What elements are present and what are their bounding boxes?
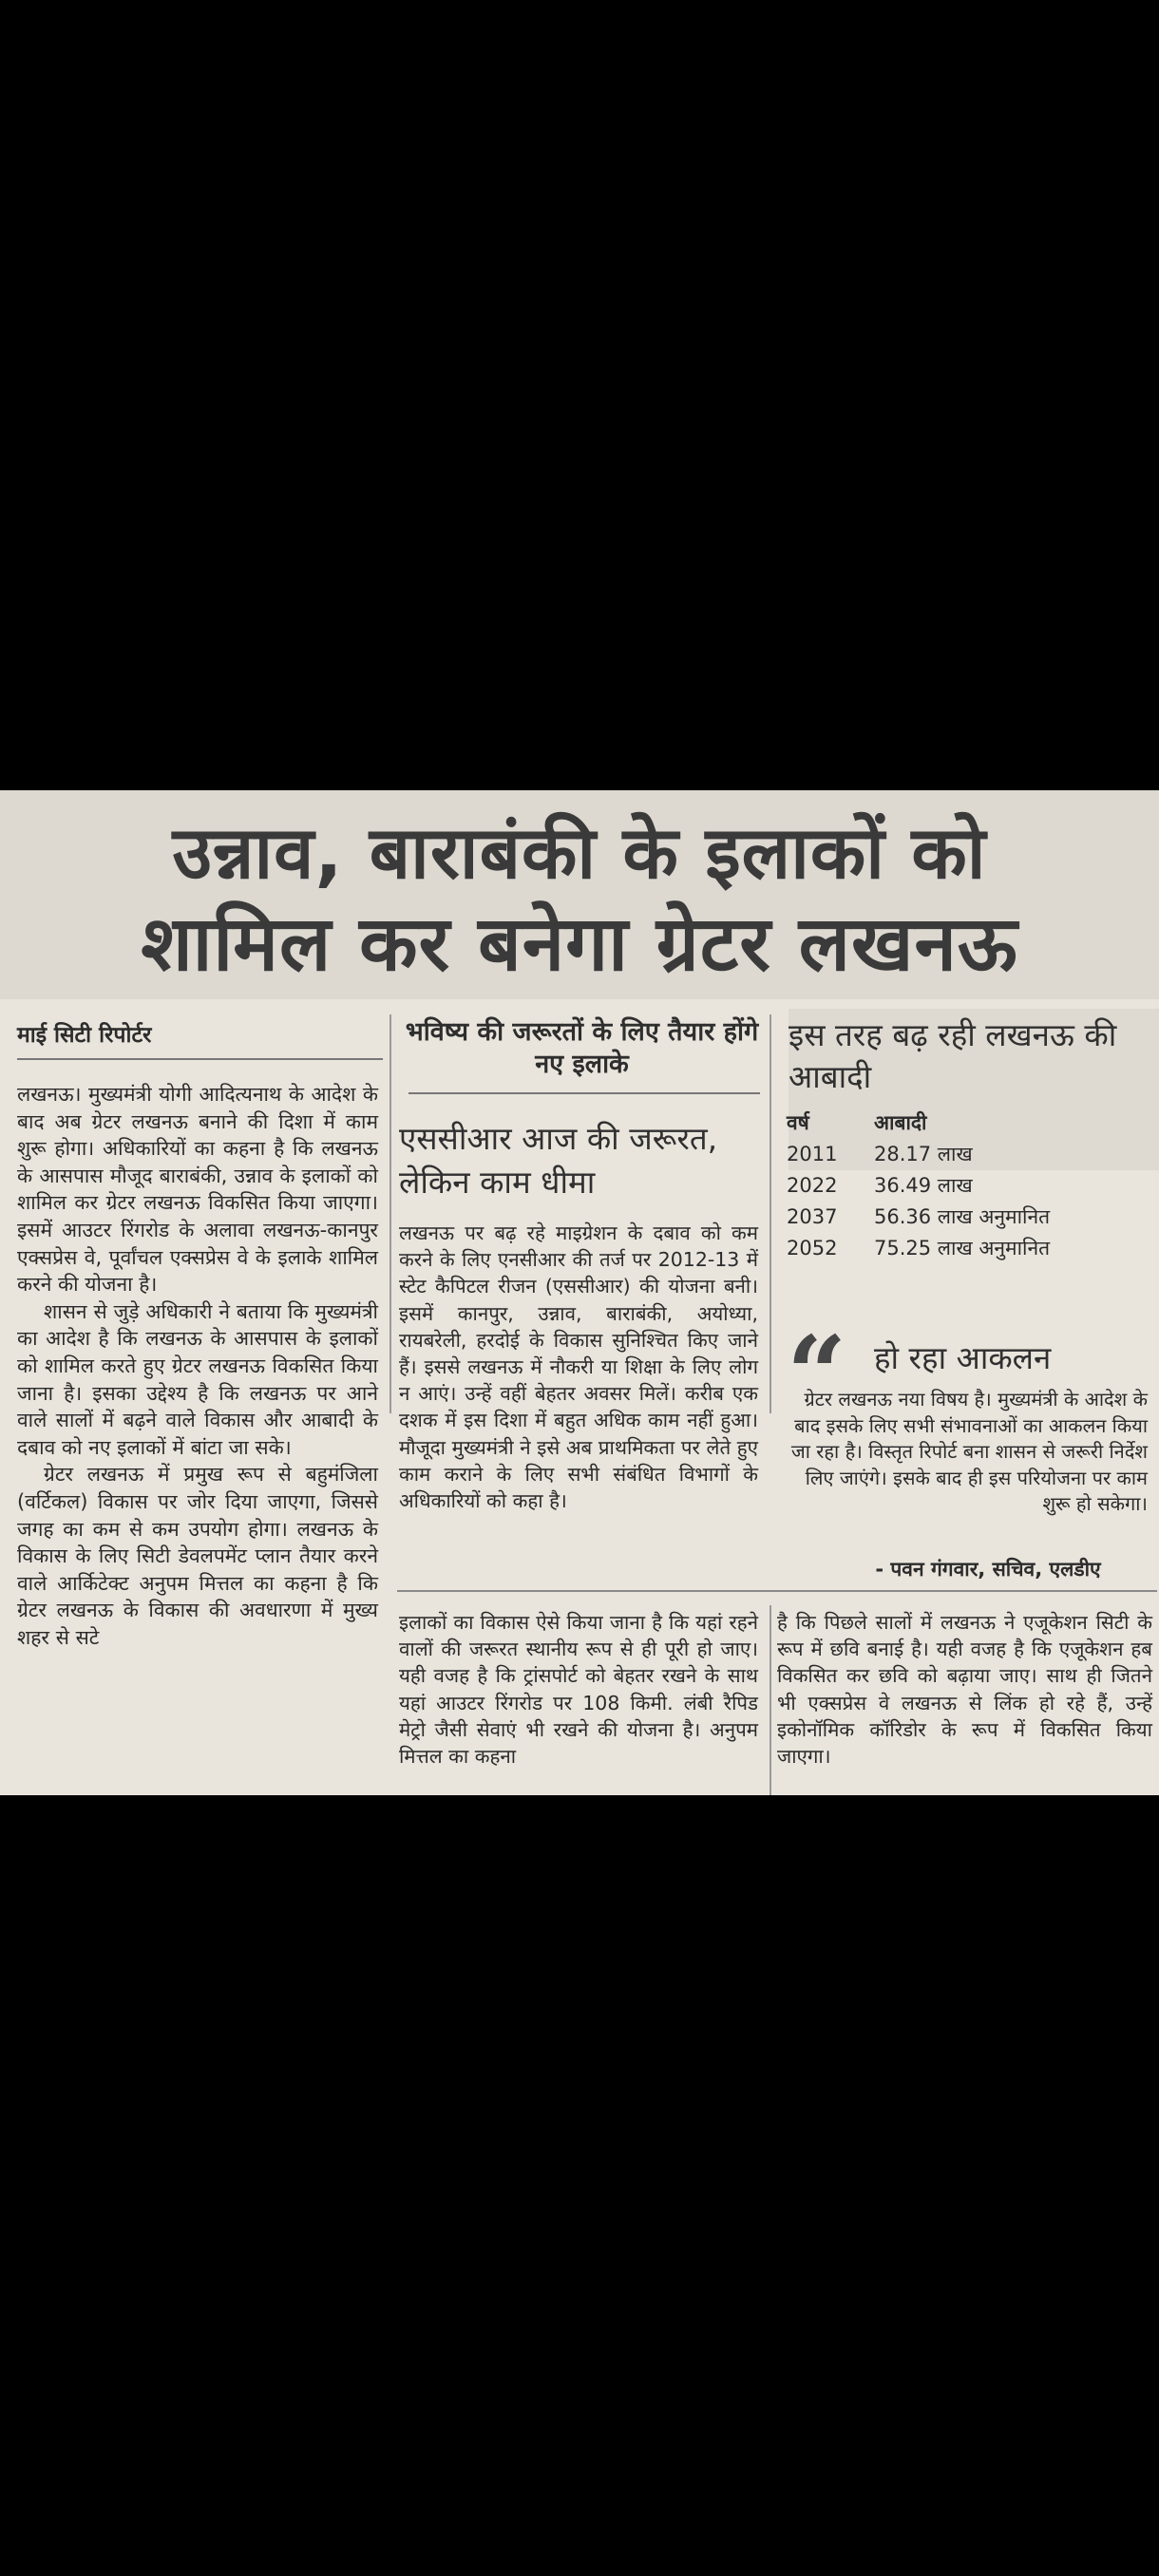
population-box-title: इस तरह बढ़ रही लखनऊ की आबादी bbox=[788, 1016, 1117, 1095]
row-population: 36.49 लाख bbox=[874, 1174, 973, 1197]
column2-continued: इलाकों का विकास ऐसे किया जाना है कि यहां रहने वालों की जरूरत स्थानीय रूप से ही पूरी हो जाए। यही वजह है कि ट्रांसपोर्ट को बेहतर रखने के साथ यहां आउटर रिंगरोड पर 108 किमी. लंबी रैपिड मेट्रो जैसी सेवाएं भी रखने की योजना है। अनुपम मित्तल का कहना bbox=[399, 1611, 758, 1769]
table-row bbox=[787, 1170, 1148, 1202]
column2-body: लखनऊ पर बढ़ रहे माइग्रेशन के दबाव को कम करने के लिए एनसीआर की तर्ज पर 2012-13 में स्टेट कैपिटल रीजन (एससीआर) की योजना बनी। इसमें कानपुर, उन्नाव, बाराबंकी, अयोध्या, रायबरेली, हरदोई के विकास सुनिश्चित किए जाने हैं। इससे लखनऊ में नौकरी या शिक्षा के लिए लोग न आएं। उन्हें वहीं बेहतर अवसर मिलें। करीब एक दशक में इस दिशा में बहुत अधिक काम नहीं हुआ। मौजूदा मुख्यमंत्री ने इसे अब प्राथमिकता पर लेते हुए काम कराने के लिए सभी संबंधित विभागों के अधिकारियों को कहा है। bbox=[399, 1222, 758, 1513]
table-row bbox=[787, 1233, 1148, 1264]
year-header: वर्ष bbox=[787, 1111, 809, 1134]
quote-title: हो रहा आकलन bbox=[874, 1339, 1052, 1376]
table-row bbox=[787, 1202, 1148, 1233]
subhead-rule bbox=[408, 1092, 760, 1094]
population-header: आबादी bbox=[874, 1111, 927, 1134]
column2-heading: एससीआर आज की जरूरत, लेकिन काम धीमा bbox=[399, 1120, 718, 1201]
quote-mark: “ bbox=[787, 1313, 847, 1435]
headline-line-1: उन्नाव, बाराबंकी के इलाकों को bbox=[172, 810, 987, 895]
byline: माई सिटी रिपोर्टर bbox=[17, 1023, 152, 1048]
quote-body: ग्रेटर लखनऊ नया विषय है। मुख्यमंत्री के आदेश के बाद इसके लिए सभी संभावनाओं का आकलन किया जा रहा है। विस्तृत रिपोर्ट बना शासन से जरूरी निर्देश लिए जाएंगे। इसके बाद ही इस परियोजना पर काम शुरू हो सकेगा। bbox=[790, 1388, 1148, 1515]
newspaper-clipping bbox=[0, 790, 1159, 1795]
row-year: 2011 bbox=[787, 1143, 838, 1165]
column-divider bbox=[770, 1014, 771, 1413]
column-divider bbox=[770, 1605, 771, 1795]
row-population: 28.17 लाख bbox=[874, 1143, 973, 1165]
headline-line-2: शामिल कर बनेगा ग्रेटर लखनऊ bbox=[141, 900, 1018, 988]
row-year: 2052 bbox=[787, 1237, 838, 1260]
population-table-header bbox=[787, 1108, 1148, 1139]
col1-paragraph-3: ग्रेटर लखनऊ में प्रमुख रूप से बहुमंजिला (वर्टिकल) विकास पर जोर दिया जाएगा, जिससे जगह का कम से कम उपयोग होगा। लखनऊ के विकास के लिए सिटी डेवलपमेंट प्लान तैयार करने वाले आर्किटेक्ट अनुपम मित्तल का कहना है कि ग्रेटर लखनऊ के विकास की अवधारणा में मुख्य शहर से सटे bbox=[17, 1463, 378, 1649]
column2-subhead: भविष्य की जरूरतों के लिए तैयार होंगे नए इलाके bbox=[405, 1017, 759, 1079]
row-year: 2022 bbox=[787, 1174, 838, 1197]
row-population: 56.36 लाख अनुमानित bbox=[874, 1205, 1051, 1228]
column-1 bbox=[17, 1081, 378, 1651]
col1-paragraph-2: शासन से जुड़े अधिकारी ने बताया कि मुख्यमंत्री का आदेश है कि लखनऊ के आसपास के इलाकों को शामिल करते हुए ग्रेटर लखनऊ विकसित किया जाना है। इसका उद्देश्य है कि लखनऊ पर आने वाले सालों में बढ़ने वाले विकास और आबादी के दबाव को नए इलाकों में बांटा जा सके। bbox=[17, 1299, 378, 1459]
population-table bbox=[787, 1108, 1148, 1264]
quote-attribution: - पवन गंगवार, सचिव, एलडीए bbox=[875, 1558, 1101, 1581]
table-row bbox=[787, 1139, 1148, 1170]
row-year: 2037 bbox=[787, 1205, 838, 1228]
column-divider bbox=[390, 1014, 391, 1413]
byline-rule bbox=[17, 1058, 383, 1060]
row-population: 75.25 लाख अनुमानित bbox=[874, 1237, 1051, 1260]
column3-continued: है कि पिछले सालों में लखनऊ ने एजूकेशन सिटी के रूप में छवि बनाई है। यही वजह है कि एजूकेशन हब विकसित कर छवि को बढ़ाया जाए। साथ ही जितने भी एक्सप्रेस वे लखनऊ से लिंक हो रहे हैं, उन्हें इकोनॉमिक कॉरिडोर के रूप में विकसित किया जाएगा। bbox=[777, 1611, 1152, 1769]
section-rule bbox=[397, 1590, 1157, 1592]
col1-paragraph-1: लखनऊ। मुख्यमंत्री योगी आदित्यनाथ के आदेश के बाद अब ग्रेटर लखनऊ बनाने की दिशा में काम शुरू होगा। अधिकारियों का कहना है कि लखनऊ के आसपास मौजूद बाराबंकी, उन्नाव के इलाकों को शामिल कर ग्रेटर लखनऊ विकसित किया जाएगा। इसमें आउटर रिंगरोड के अलावा लखनऊ-कानपुर एक्सप्रेस वे, पूर्वांचल एक्सप्रेस वे के इलाके शामिल करने की योजना है। bbox=[17, 1083, 378, 1297]
